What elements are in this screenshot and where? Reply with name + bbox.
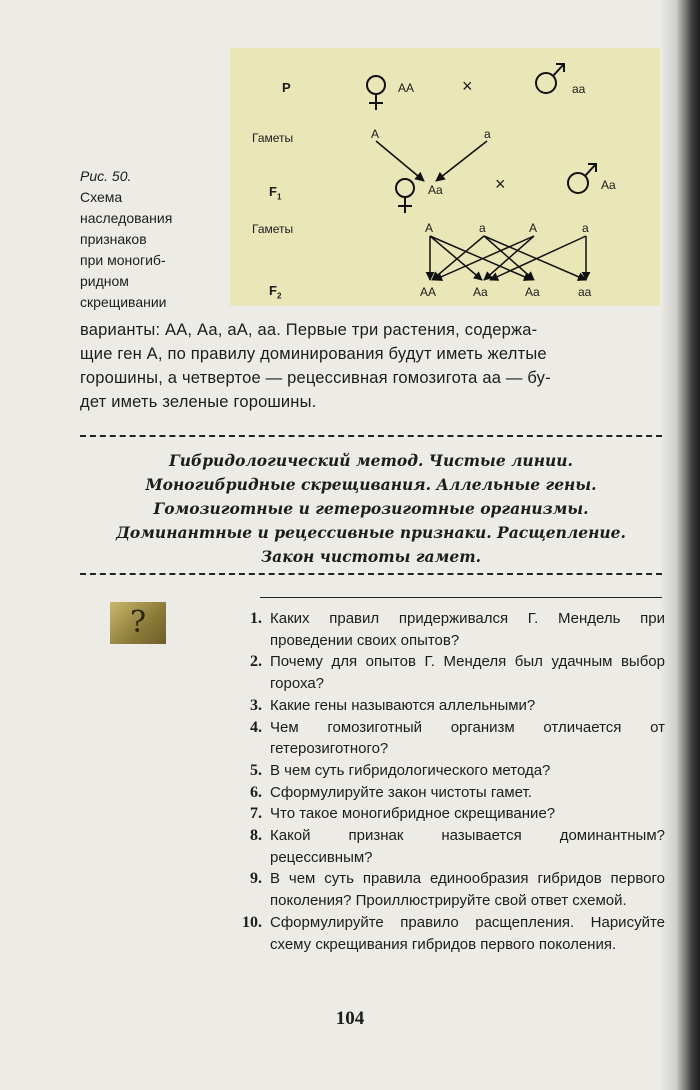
question-text: В чем суть правила единообразия гибридов первого поколения? Проиллюстрируйте свой ответ схемой.: [270, 870, 665, 910]
question-text: Сформулируйте правило расщепления. Нарисуйте схему скрещивания гибридов первого поколения.: [270, 913, 665, 953]
page-number: 104: [335, 1008, 365, 1029]
question-number: 7.: [250, 805, 262, 823]
arrow: [376, 141, 424, 181]
arrow: [436, 141, 487, 181]
question-item: [210, 608, 665, 651]
caption-line: ридном: [80, 273, 129, 289]
paragraph-line: дет иметь зеленые горошины.: [80, 393, 317, 411]
female-symbol-icon: [367, 76, 385, 110]
label-gametes-1: Гаметы: [252, 131, 294, 145]
cross-sign: ×: [462, 76, 473, 96]
question-text: Какие гены называются аллельными?: [270, 696, 536, 714]
gamete-2: a: [484, 127, 491, 141]
question-text: Почему для опытов Г. Менделя был удачным выбор гороха?: [270, 653, 665, 693]
paragraph-line: варианты: АА, Аа, аА, аа. Первые три растения, содержа-: [80, 321, 538, 339]
question-text: В чем суть гибридологического метода?: [270, 761, 551, 779]
question-text: Что такое моногибридное скрещивание?: [270, 805, 556, 823]
questions-rule: [260, 597, 662, 598]
caption-line: скрещивании: [80, 294, 167, 310]
question-text: Каких правил придерживался Г. Мендель при проведении своих опытов?: [270, 610, 665, 649]
gamete-f1: a: [582, 221, 589, 235]
question-item: [210, 760, 665, 782]
question-number: 10.: [242, 913, 262, 931]
female-symbol-icon: [396, 179, 414, 213]
question-item: [210, 651, 665, 694]
caption-line: признаков: [80, 231, 147, 247]
caption-line: при моногиб-: [80, 252, 166, 268]
f2-cross-lines: [430, 236, 586, 280]
question-text: Какой признак называется доминантным? рецессивным?: [270, 827, 665, 866]
gamete-f1: A: [529, 221, 538, 235]
review-questions: [210, 608, 665, 955]
male-symbol-icon: [536, 64, 564, 93]
question-item: [210, 803, 665, 825]
gamete-f1: a: [479, 221, 486, 235]
divider-dashed: [80, 435, 662, 437]
paragraph-line: щие ген А, по правилу доминирования будут иметь желтые: [80, 345, 547, 363]
label-parents: P: [282, 80, 291, 95]
question-item: [210, 717, 665, 760]
cross-sign: ×: [495, 174, 506, 194]
question-text: Сформулируйте закон чистоты гамет.: [270, 783, 532, 801]
question-number: 1.: [250, 610, 262, 627]
key-terms-line: Гомозиготные и гетерозиготные организмы.: [153, 499, 589, 518]
question-item: [210, 868, 665, 911]
question-number: 4.: [250, 718, 262, 736]
question-number: 2.: [250, 653, 262, 671]
key-terms-line: Гибридологический метод. Чистые линии.: [169, 451, 573, 470]
question-item: [210, 695, 665, 717]
question-item: [210, 825, 665, 868]
inheritance-scheme: [0, 0, 700, 320]
male-symbol-icon: [568, 164, 596, 193]
f1-male-genotype: Aa: [601, 178, 616, 192]
question-number: 6.: [250, 783, 262, 801]
f2-genotype: aa: [578, 285, 592, 299]
body-paragraph: [80, 318, 665, 414]
caption-title: Рис. 50.: [80, 168, 132, 184]
label-gametes-2: Гаметы: [252, 222, 294, 236]
divider-dashed: [80, 573, 662, 575]
question-number: 8.: [250, 827, 262, 845]
key-terms: [80, 449, 662, 569]
f2-genotype: Aa: [525, 285, 540, 299]
caption-line: Схема: [80, 189, 123, 205]
f1-female-genotype: Aa: [428, 183, 443, 197]
question-number: 5.: [250, 761, 262, 779]
question-number: 9.: [250, 870, 262, 888]
label-f2: $F_2$: [269, 283, 282, 301]
f2-genotype: Aa: [473, 285, 488, 299]
gamete-1: A: [371, 127, 380, 141]
question-text: Чем гомозиготный организм отличается от гетерозиготного?: [270, 718, 665, 758]
paragraph-line: горошины, а четвертое — рецессивная гомозигота аа — бу-: [80, 369, 551, 387]
key-terms-line: Доминантные и рецессивные признаки. Расщепление.: [116, 523, 626, 542]
p-male-genotype: aa: [572, 82, 586, 96]
key-terms-line: Закон чистоты гамет.: [261, 547, 481, 566]
question-number: 3.: [250, 696, 262, 714]
key-terms-line: Моногибридные скрещивания. Аллельные гены.: [145, 475, 597, 494]
label-f1: $F_1$: [269, 184, 282, 202]
question-item: [210, 912, 665, 955]
caption-line: наследования: [80, 210, 173, 226]
gamete-f1: A: [425, 221, 434, 235]
p-female-genotype: AA: [398, 81, 415, 95]
f2-genotype: AA: [420, 285, 437, 299]
question-mark-icon: ?: [110, 602, 166, 644]
question-item: [210, 782, 665, 804]
